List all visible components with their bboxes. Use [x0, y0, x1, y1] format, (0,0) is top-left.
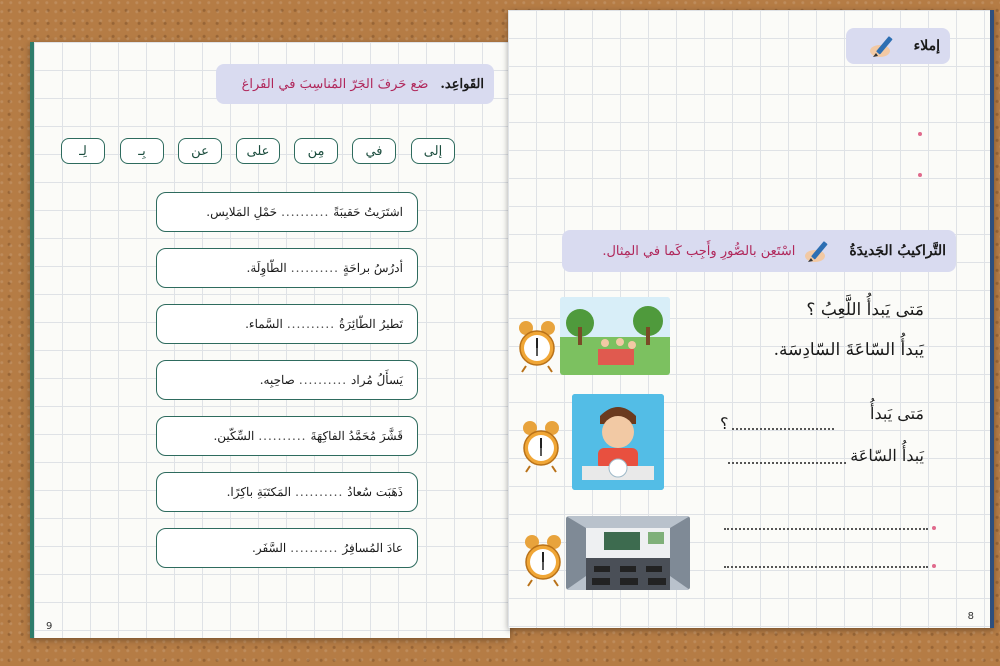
- bullet-dot: [918, 173, 922, 177]
- answer-blank: [724, 528, 928, 530]
- preposition-chip: في: [352, 138, 396, 164]
- answer-blank: [724, 566, 928, 568]
- sentence-box: ذَهَبَت سُعادُ .......... المَكتَبَةِ باكِرًا.: [156, 472, 418, 512]
- answer-blank: [728, 462, 846, 464]
- breakfast-scene: [572, 394, 664, 490]
- sentence-box: أدرُسُ براحَةٍ .......... الطّاوِلَة.: [156, 248, 418, 288]
- structures-title: التَّراكيبُ الجَديدَةُ: [849, 243, 946, 259]
- bullet-dot: [932, 564, 936, 568]
- dictation-label: إملاء: [913, 38, 940, 54]
- preposition-chip: إلى: [411, 138, 455, 164]
- grammar-banner: [216, 64, 494, 104]
- classroom-scene: [566, 516, 690, 590]
- alarm-clock-icon: [522, 418, 560, 474]
- preposition-chip: بِـ: [120, 138, 164, 164]
- answer-blank: [732, 428, 834, 430]
- preposition-chip: لِـ: [61, 138, 105, 164]
- exercise-question-start: مَتى يَبدأُ: [870, 404, 924, 423]
- exercise-question-mark: ؟: [720, 414, 729, 433]
- exercise-answer-start: يَبدأُ السّاعَة: [850, 446, 924, 465]
- pencil-hand-icon: [868, 33, 902, 59]
- left-page: [30, 42, 510, 638]
- sentence-box: اشتَرَيتُ حَقيبَةً .......... حَمْلِ المَلابِس.: [156, 192, 418, 232]
- pencil-hand-icon: [803, 238, 837, 264]
- right-page: [508, 10, 994, 628]
- preposition-chip: مِن: [294, 138, 338, 164]
- dictation-banner: [846, 28, 950, 64]
- sentence-box: قَشَّرَ مُحَمَّدُ الفاكِهَةَ .......... السِّكّين.: [156, 416, 418, 456]
- structures-banner: [562, 230, 956, 272]
- preposition-chip: عن: [178, 138, 222, 164]
- page-number: 8: [967, 611, 974, 622]
- classroom-image: [566, 516, 690, 590]
- sentence-box: يَسأَلُ مُراد .......... صاحِبِه.: [156, 360, 418, 400]
- alarm-clock-icon: [524, 532, 562, 588]
- example-question: مَتى يَبدأُ اللَّعِبُ ؟: [806, 300, 924, 320]
- bullet-dot: [918, 132, 922, 136]
- picnic-scene: [560, 297, 670, 375]
- preposition-chip: على: [236, 138, 280, 164]
- grammar-instruction: ضَع حَرفَ الجَرّ المُناسِبَ في الفَراغ: [241, 76, 429, 92]
- bullet-dot: [932, 526, 936, 530]
- structures-instruction: اسْتَعِن بالصُّورِ وأَجِب كَما في المِثال.: [602, 243, 796, 259]
- example-answer: يَبدأُ السّاعَةَ السّادِسَة.: [773, 340, 924, 360]
- page-number: 9: [46, 621, 53, 632]
- boy-eating-image: [572, 394, 664, 490]
- alarm-clock-icon: [518, 318, 556, 374]
- sentence-box: تَطيرُ الطّائِرَةُ .......... السَّماء.: [156, 304, 418, 344]
- picnic-image: [560, 297, 670, 375]
- grammar-title: القَواعِد.: [440, 76, 484, 92]
- sentence-box: عادَ المُسافِرُ .......... السَّفَر.: [156, 528, 418, 568]
